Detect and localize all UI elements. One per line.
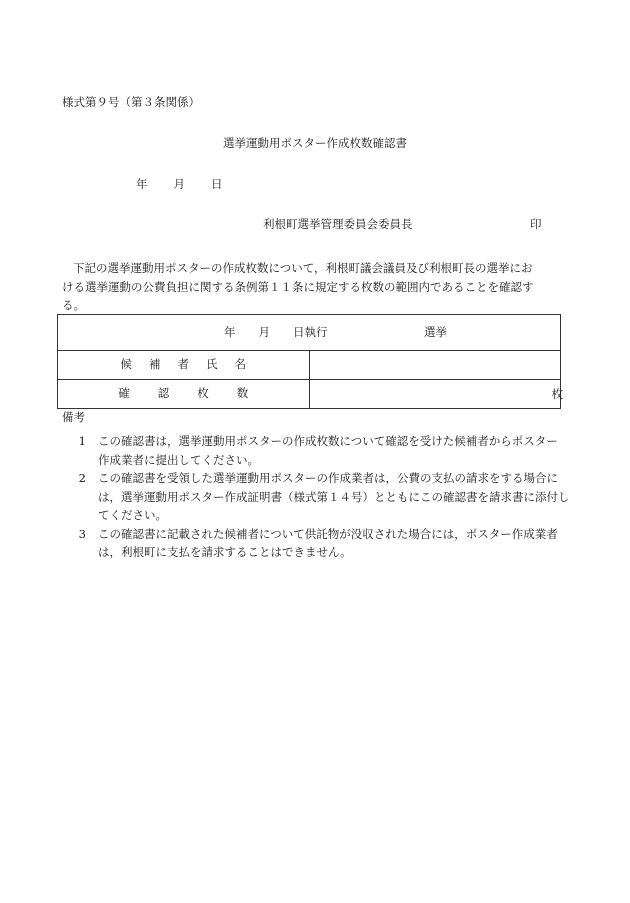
note-item (62, 525, 574, 562)
body-paragraph (62, 259, 578, 315)
body-line: ける選挙運動の公費負担に関する条例第１１条に規定する枚数の範囲内であることを確認す (62, 279, 534, 294)
election-row (58, 315, 561, 351)
notes-heading: 備考 (62, 410, 85, 424)
note-line: この確認書は，選挙運動用ポスターの作成枚数について確認を受けた候補者からポスター (98, 434, 558, 448)
note-line: 作成業者に提出してください。 (98, 452, 259, 467)
candidate-row (58, 351, 561, 380)
note-item (62, 469, 574, 525)
note-number: 3 (78, 526, 86, 541)
count-row (58, 380, 561, 409)
body-line: る。 (62, 298, 85, 312)
notes-list (62, 432, 574, 562)
confirmed-count-field[interactable] (309, 380, 561, 409)
confirmed-count-label: 確認枚数 (58, 380, 310, 409)
seal-mark: 印 (530, 217, 542, 231)
note-line: この確認書に記載された候補者について供託物が没収された場合には，ポスター作成業者 (98, 526, 558, 541)
note-line: は，利根町に支払を請求することはできません。 (98, 545, 352, 559)
note-item (62, 432, 574, 469)
document-title: 選挙運動用ポスター作成枚数確認書 (223, 136, 407, 150)
date-day-label: 日 (211, 177, 223, 191)
note-line: てください。 (98, 508, 167, 522)
note-number: 1 (78, 434, 86, 448)
date-year-label: 年 (136, 177, 148, 191)
date-month-label: 月 (173, 177, 185, 191)
note-number: 2 (78, 471, 86, 485)
body-line: 下記の選挙運動用ポスターの作成枚数について，利根町議会議員及び利根町長の選挙にお (73, 261, 533, 275)
candidate-name-field[interactable] (309, 351, 561, 380)
candidate-name-label: 候補者氏名 (58, 351, 310, 380)
election-date: 年 月 日執行 (224, 325, 328, 339)
election-suffix: 選挙 (424, 325, 447, 339)
count-unit: 枚 (551, 387, 563, 401)
issue-date-line (136, 179, 223, 191)
confirmation-table (57, 314, 561, 409)
note-line: は，選挙運動用ポスター作成証明書（様式第１４号）とともにこの確認書を請求書に添付し (98, 489, 570, 504)
issuer-title: 利根町選挙管理委員会委員長 (263, 217, 413, 231)
election-cell (58, 315, 561, 351)
note-line: この確認書を受領した選挙運動用ポスターの作成業者は，公費の支払の請求をする場合に (98, 471, 558, 485)
form-number: 様式第９号（第３条関係） (62, 95, 200, 109)
